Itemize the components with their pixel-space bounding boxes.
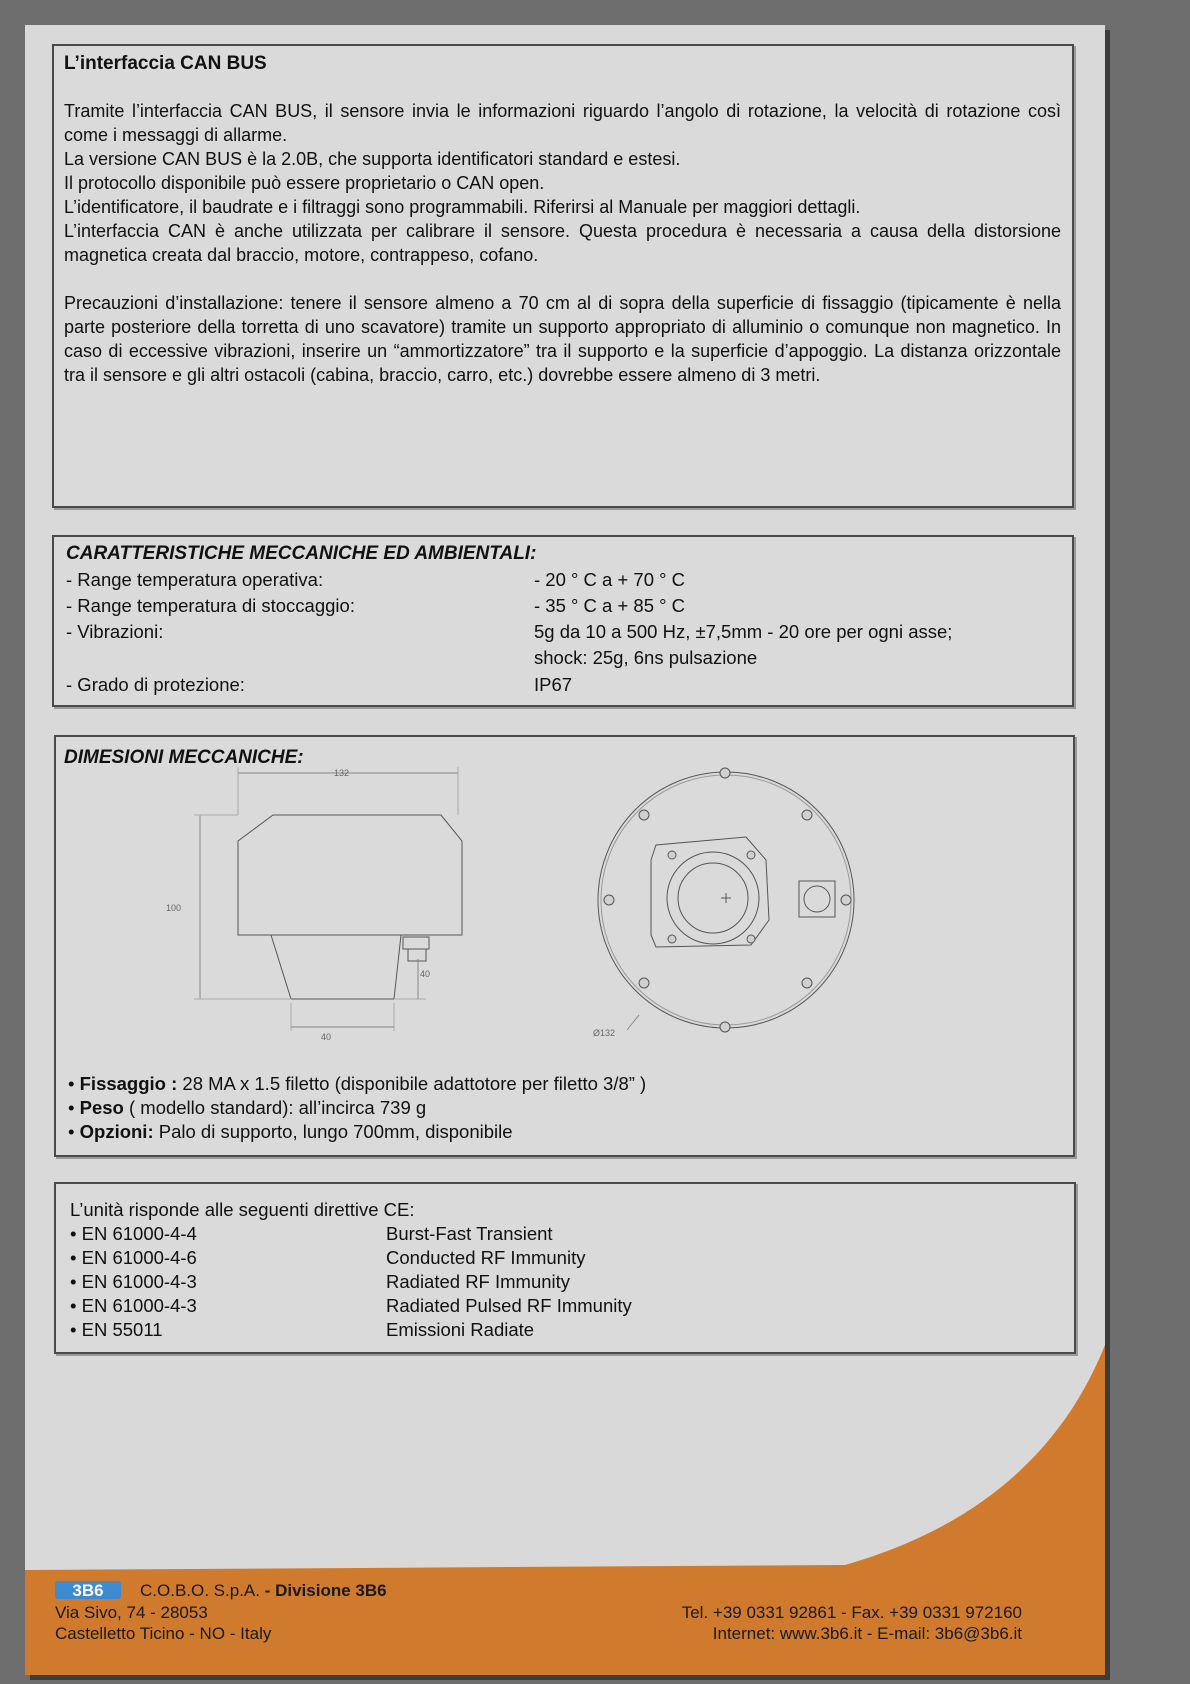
mech-title: CARATTERISTICHE MECCANICHE ED AMBIENTALI: bbox=[66, 543, 537, 564]
mech-row-label: - Range temperatura di stoccaggio: bbox=[66, 595, 355, 616]
ce-list bbox=[70, 1198, 632, 1342]
company-logo bbox=[55, 1579, 125, 1601]
dim-neck-height-label: 40 bbox=[420, 969, 431, 979]
ce-intro: L’unità risponde alle seguenti direttive CE: bbox=[70, 1199, 415, 1220]
ce-code: EN 61000-4-4 bbox=[81, 1223, 197, 1244]
footer-company-name: C.O.B.O. S.p.A. bbox=[140, 1581, 260, 1600]
ce-desc: Emissioni Radiate bbox=[386, 1319, 535, 1340]
ce-desc: Conducted RF Immunity bbox=[386, 1247, 586, 1268]
mech-row-label: - Range temperatura operativa: bbox=[66, 569, 324, 590]
top-view-drawing bbox=[591, 765, 881, 1065]
mech-row-value: - 35 ° C a + 85 ° C bbox=[534, 595, 686, 616]
ce-code: EN 61000-4-3 bbox=[81, 1295, 197, 1316]
footer-address-line-1: Via Sivo, 74 - 28053 bbox=[55, 1603, 208, 1622]
mech-row-value: 5g da 10 a 500 Hz, ±7,5mm - 20 ore per ogni asse; bbox=[534, 621, 953, 642]
note-fixing-value: 28 MA x 1.5 filetto (disponibile adattotore per filetto 3/8” ) bbox=[177, 1073, 647, 1094]
note-options: • Opzioni: Palo di supporto, lungo 700mm, disponibile bbox=[68, 1121, 513, 1142]
dim-diameter-label: Ø132 bbox=[593, 1028, 616, 1038]
ce-desc: Radiated RF Immunity bbox=[386, 1271, 571, 1292]
installation-precautions: Precauzioni d’installazione: tenere il sensore almeno a 70 cm al di sopra della superficie di fissaggio (tipicamente è nella parte posteriore della torretta di uno scavatore) tramite un supporto appropriato di alluminio o comunque non magnetico. In caso di eccessive vibrazioni, inserire un “ammortizzatore” tra il supporto e la superficie d’appoggio. La distanza orizzontale tra il sensore e gli altri ostacoli (cabina, braccio, carro, etc.) dovrebbe essere almeno di 3 metri. bbox=[64, 293, 1061, 385]
dimensions-title: DIMESIONI MECCANICHE: bbox=[64, 747, 304, 768]
ce-desc: Burst-Fast Transient bbox=[386, 1223, 553, 1244]
note-fixing: • Fissaggio : 28 MA x 1.5 filetto (disponibile adattotore per filetto 3/8” ) bbox=[68, 1073, 647, 1094]
can-line-identifier: L’identificatore, il baudrate e i filtraggi sono programmabili. Riferirsi al Manuale per maggiori dettagli. bbox=[64, 197, 861, 217]
note-options-value: Palo di supporto, lungo 700mm, disponibile bbox=[153, 1121, 513, 1142]
dimensions-notes bbox=[68, 1072, 646, 1144]
can-paragraph-1: Tramite l’interfaccia CAN BUS, il sensore invia le informazioni riguardo l’angolo di rotazione, la velocità di rotazione così come i messaggi di allarme. bbox=[64, 101, 1061, 145]
note-weight: • Peso ( modello standard): all’incirca 739 g bbox=[68, 1097, 427, 1118]
can-bus-title: L’interfaccia CAN BUS bbox=[64, 53, 267, 74]
ce-item: • EN 61000-4-3 Radiated RF Immunity bbox=[70, 1271, 571, 1292]
can-bus-section bbox=[52, 44, 1074, 508]
note-weight-value: ( modello standard): all’incirca 739 g bbox=[123, 1097, 427, 1118]
mech-row-value: IP67 bbox=[534, 674, 573, 695]
dim-neck-width-label: 40 bbox=[321, 1032, 332, 1042]
ce-code: EN 55011 bbox=[81, 1319, 163, 1340]
mech-row-label: - Vibrazioni: bbox=[66, 621, 164, 642]
mech-row-label: - Grado di protezione: bbox=[66, 674, 245, 695]
ce-item: • EN 61000-4-6 Conducted RF Immunity bbox=[70, 1247, 586, 1268]
dimensions-section bbox=[54, 735, 1075, 1157]
can-line-calibration: L’interfaccia CAN è anche utilizzata per calibrare il sensore. Questa procedura è necessaria a causa della distorsione magnetica creata dal braccio, motore, contrappeso, cofano. bbox=[64, 221, 1061, 265]
mech-row-value: shock: 25g, 6ns pulsazione bbox=[534, 647, 758, 668]
page bbox=[25, 25, 1105, 1675]
ce-item: • EN 55011 Emissioni Radiate bbox=[70, 1319, 535, 1340]
dim-width-label: 132 bbox=[334, 768, 350, 778]
mechanical-characteristics-section bbox=[52, 535, 1074, 707]
footer-web: Internet: www.3b6.it - E-mail: 3b6@3b6.it bbox=[712, 1624, 1022, 1643]
side-view-drawing bbox=[166, 759, 506, 1049]
footer-phone: Tel. +39 0331 92861 - Fax. +39 0331 972160 bbox=[681, 1603, 1022, 1622]
ce-item: • EN 61000-4-3 Radiated Pulsed RF Immunity bbox=[70, 1295, 632, 1316]
can-line-protocol: Il protocollo disponibile può essere proprietario o CAN open. bbox=[64, 173, 545, 193]
footer-company bbox=[140, 1580, 387, 1601]
note-options-label: Opzioni: bbox=[79, 1121, 154, 1142]
dim-height-label: 100 bbox=[166, 903, 182, 913]
ce-code: EN 61000-4-6 bbox=[81, 1247, 197, 1268]
footer-address-line-2: Castelletto Ticino - NO - Italy bbox=[55, 1624, 272, 1643]
footer-division: - Divisione 3B6 bbox=[259, 1581, 387, 1600]
ce-item: • EN 61000-4-4 Burst-Fast Transient bbox=[70, 1223, 553, 1244]
can-line-version: La versione CAN BUS è la 2.0B, che supporta identificatori standard e estesi. bbox=[64, 149, 681, 169]
ce-desc: Radiated Pulsed RF Immunity bbox=[386, 1295, 632, 1316]
note-weight-label: Peso bbox=[79, 1097, 124, 1118]
ce-directives-section bbox=[54, 1182, 1076, 1354]
logo-text: 3B6 bbox=[72, 1581, 104, 1600]
note-fixing-label: Fissaggio : bbox=[79, 1073, 178, 1094]
ce-code: EN 61000-4-3 bbox=[81, 1271, 197, 1292]
mech-row-value: - 20 ° C a + 70 ° C bbox=[534, 569, 686, 590]
